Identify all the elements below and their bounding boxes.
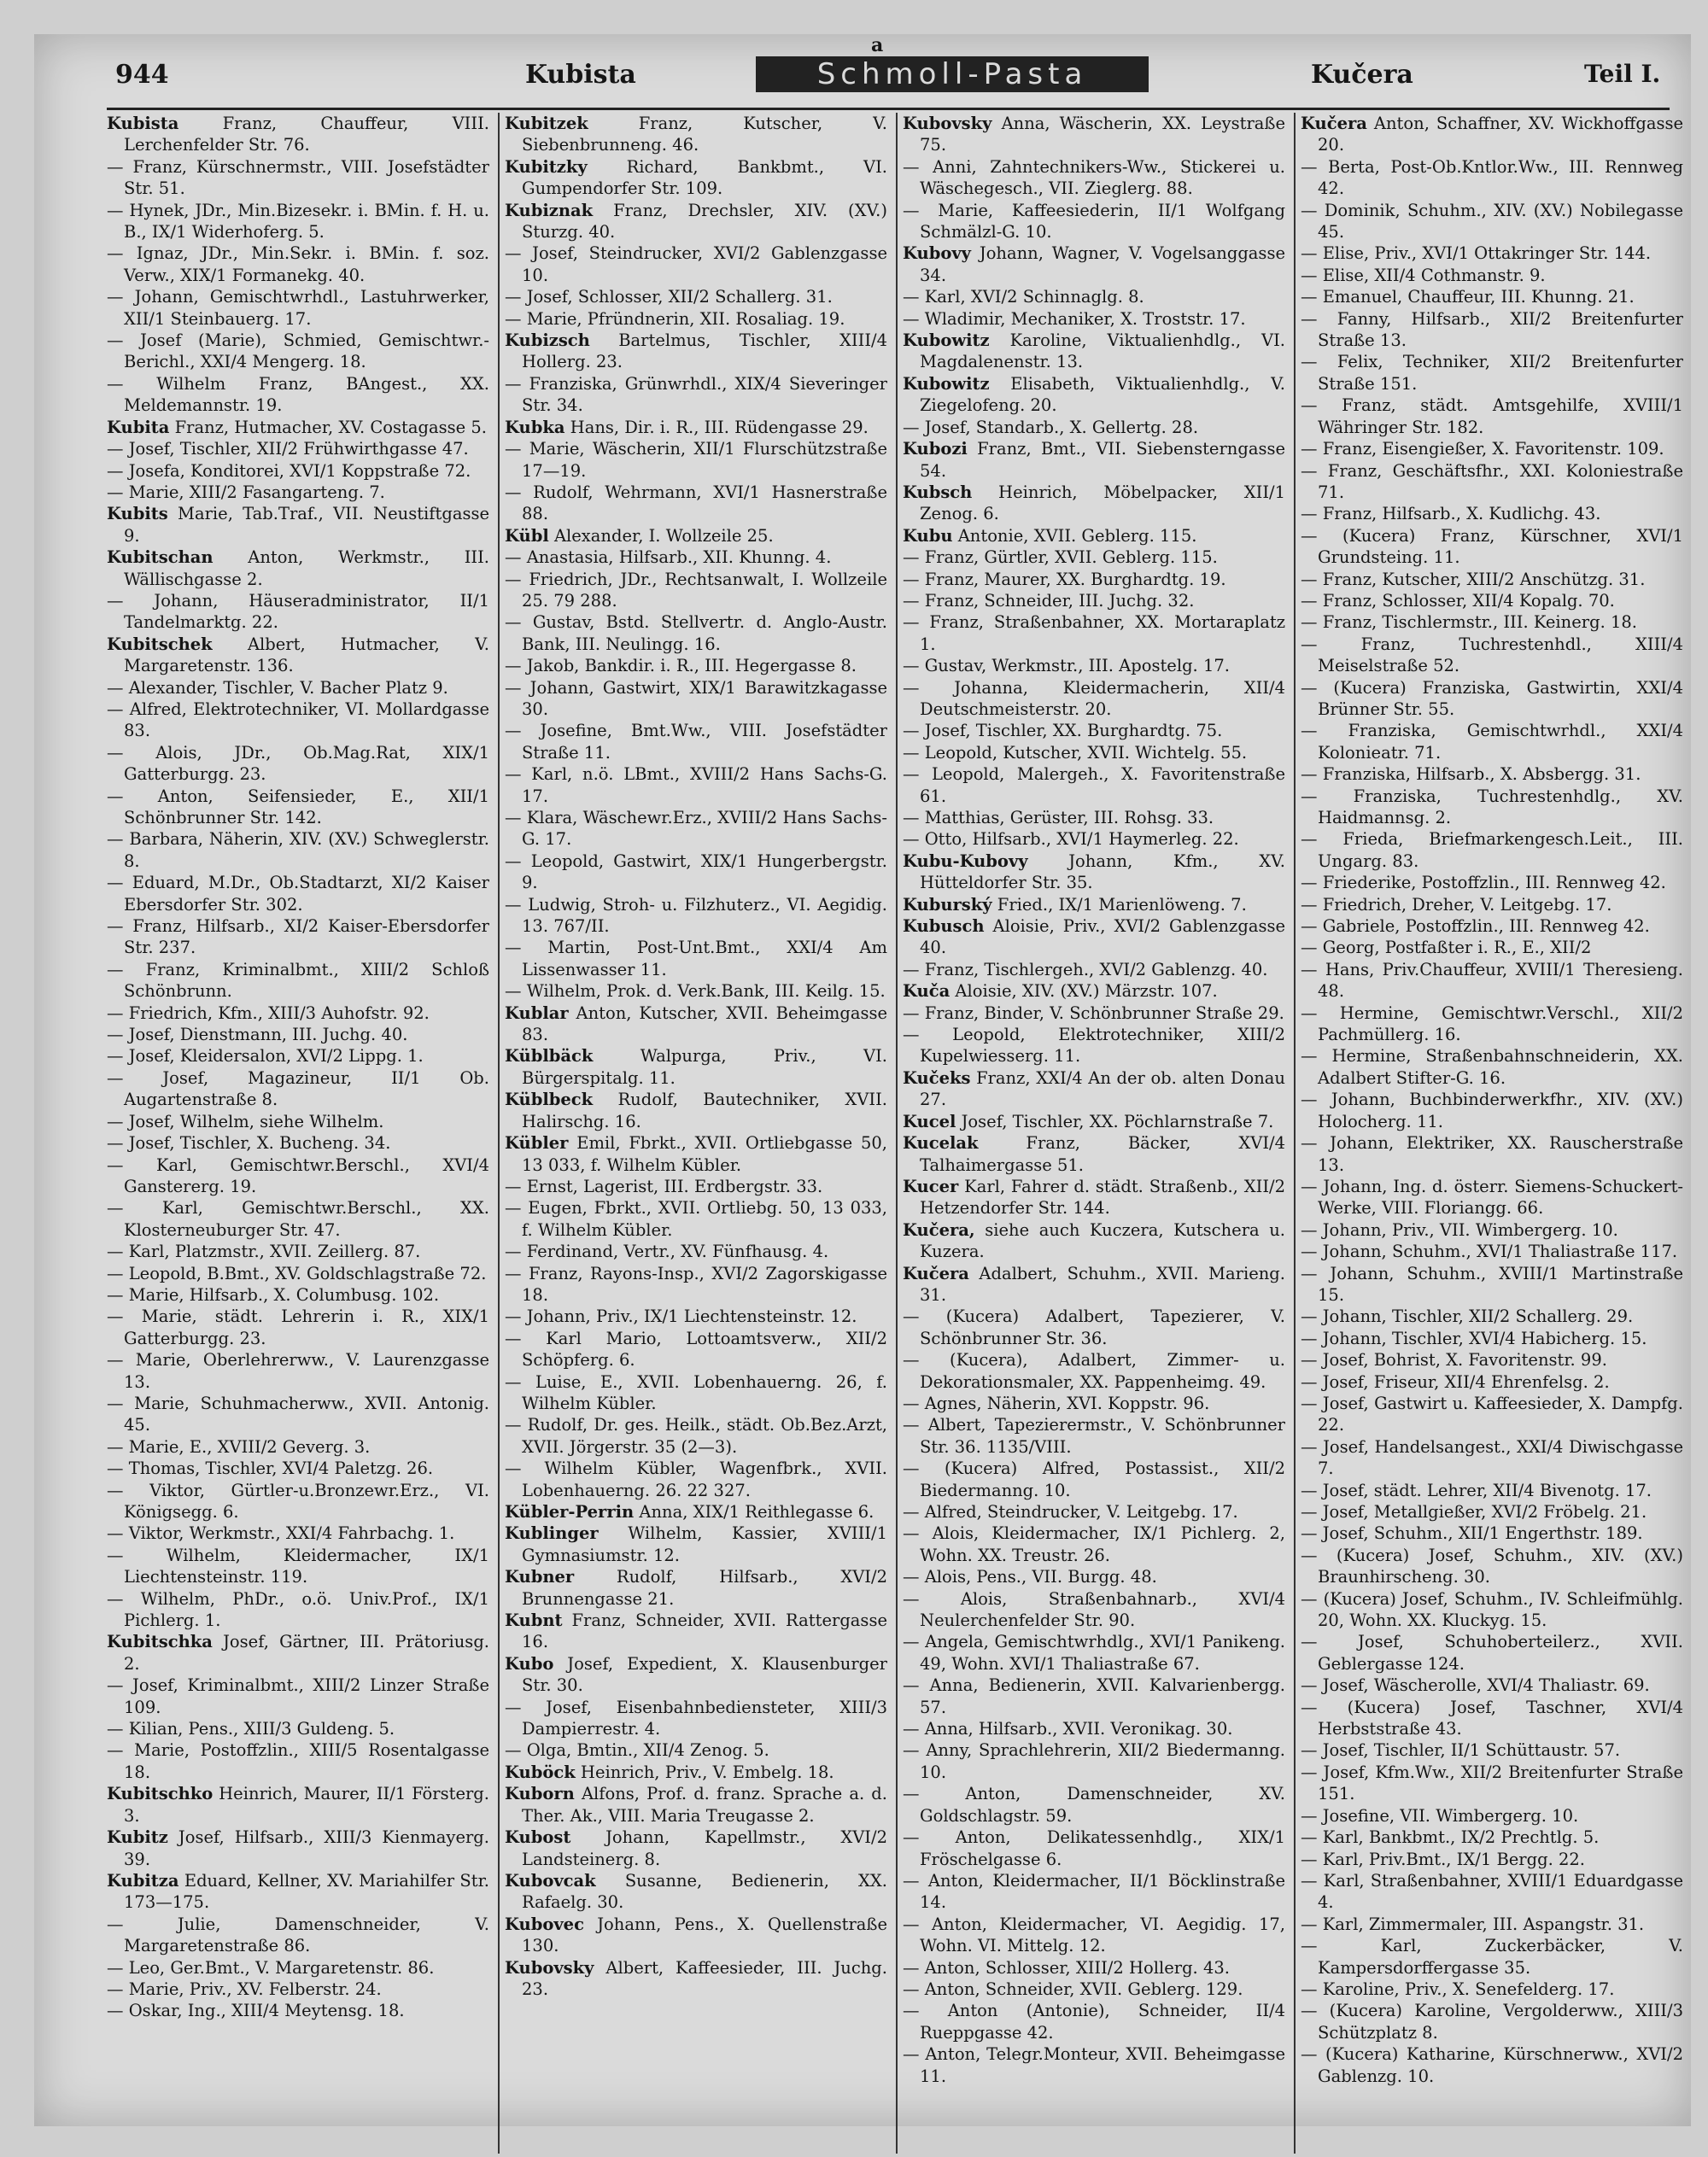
directory-entry: — (Kucera) Josef, Schuhm., IV. Schleifmühlg. 20, Wohn. XX. Kluckyg. 15. — [1301, 1588, 1683, 1631]
directory-entry: — Franz, Tuchrestenhdl., XIII/4 Meiselstraße 52. — [1301, 634, 1683, 676]
directory-entry: — Ernst, Lagerist, III. Erdbergstr. 33. — [505, 1176, 823, 1196]
directory-entry: — Franz, städt. Amtsgehilfe, XVIII/1 Währinger Str. 182. — [1301, 395, 1683, 437]
directory-entry: Kubitza Eduard, Kellner, XV. Mariahilfer Str. 173—175. — [107, 1870, 489, 1913]
directory-entry: — Hermine, Straßenbahnschneiderin, XX. Adalbert Stifter-G. 16. — [1301, 1046, 1683, 1088]
directory-entry: Kuburský Fried., IX/1 Marienlöweng. 7. — [903, 894, 1247, 915]
directory-entry: — Josef, Tischler, X. Bucheng. 34. — [107, 1133, 391, 1154]
directory-entry: — Anton, Telegr.Monteur, XVII. Beheimgasse 11. — [903, 2044, 1285, 2086]
directory-entry: Kubitschko Heinrich, Maurer, II/1 Försterg. 3. — [107, 1784, 489, 1826]
directory-entry: Kublinger Wilhelm, Kassier, XVIII/1 Gymnasiumstr. 12. — [505, 1523, 887, 1565]
entry-surname: Kubu-Kubovy — [903, 851, 1028, 871]
directory-entry: — Josef, Gastwirt u. Kaffeesieder, X. Dampfg. 22. — [1301, 1393, 1683, 1435]
directory-entry: — Josefine, VII. Wimbergerg. 10. — [1301, 1805, 1579, 1826]
entry-surname: Kubizsch — [505, 330, 590, 351]
entry-surname: Kubitschan — [107, 547, 214, 568]
directory-entry: Kubu-Kubovy Johann, Kfm., XV. Hütteldorfer Str. 35. — [903, 851, 1285, 893]
directory-entry: — Franz, Hilfsarb., X. Kudlichg. 43. — [1301, 504, 1601, 524]
directory-entry: — Alexander, Tischler, V. Bacher Platz 9. — [107, 677, 448, 698]
entry-surname: Kubitschko — [107, 1784, 214, 1804]
directory-entry: — (Kucera) Alfred, Postassist., XII/2 Biedermanng. 10. — [903, 1458, 1285, 1500]
directory-entry: — Wladimir, Mechaniker, X. Troststr. 17. — [903, 308, 1246, 329]
directory-entry: Kübler-Perrin Anna, XIX/1 Reithlegasse 6. — [505, 1502, 874, 1522]
directory-entry: — Jakob, Bankdir. i. R., III. Hegergasse 8. — [505, 656, 857, 676]
directory-entry: — Josef, Schuhoberteilerz., XVII. Geblergasse 124. — [1301, 1632, 1683, 1674]
directory-entry: Kubsch Heinrich, Möbelpacker, XII/1 Zenog. 6. — [903, 482, 1285, 524]
part-label: Teil I. — [1584, 60, 1661, 88]
directory-entry: Kubits Marie, Tab.Traf., VII. Neustiftgasse 9. — [107, 504, 489, 546]
directory-entry: Kubovec Johann, Pens., X. Quellenstraße 130. — [505, 1914, 887, 1956]
directory-entry: — Franz, Eisengießer, X. Favoritenstr. 109. — [1301, 439, 1664, 459]
directory-entry: Kubitzky Richard, Bankbmt., VI. Gumpendorfer Str. 109. — [505, 156, 887, 199]
directory-entry: — Anton, Seifensieder, E., XII/1 Schönbrunner Str. 142. — [107, 786, 489, 827]
directory-entry: — Leopold, Elektrotechniker, XIII/2 Kupelwiesserg. 11. — [903, 1025, 1285, 1067]
directory-entry: — Angela, Gemischtwrhdlg., XVI/1 Panikeng. 49, Wohn. XVI/1 Thaliastraße 67. — [903, 1632, 1285, 1674]
directory-entry: — Anton, Schlosser, XIII/2 Hollerg. 43. — [903, 1957, 1230, 1978]
directory-entry: — Hynek, JDr., Min.Bizesekr. i. BMin. f. H. u. B., IX/1 Widerhoferg. 5. — [107, 200, 489, 243]
directory-entry: — Klara, Wäschewr.Erz., XVIII/2 Hans Sachs-G. 17. — [505, 808, 887, 850]
directory-entry: — Barbara, Näherin, XIV. (XV.) Schweglerstr. 8. — [107, 829, 489, 871]
directory-entry: — Oskar, Ing., XIII/4 Meytensg. 18. — [107, 2001, 405, 2021]
directory-entry: — Alois, JDr., Ob.Mag.Rat, XIX/1 Gatterburgg. 23. — [107, 742, 489, 785]
directory-entry: — Rudolf, Dr. ges. Heilk., städt. Ob.Bez.Arzt, XVII. Jörgerstr. 35 (2—3). — [505, 1415, 887, 1457]
directory-entry: — Rudolf, Wehrmann, XVI/1 Hasnerstraße 88. — [505, 482, 887, 524]
entry-surname: Kubozi — [903, 439, 968, 459]
directory-entry: — Johann, Priv., IX/1 Liechtensteinstr. 12. — [505, 1306, 857, 1327]
directory-entry: — Marie, Priv., XV. Felberstr. 24. — [107, 1979, 382, 1999]
page-number: 944 — [115, 60, 169, 90]
directory-entry: — Karl, Zimmermaler, III. Aspangstr. 31. — [1301, 1914, 1645, 1934]
header-rule — [107, 108, 1670, 110]
directory-entry: Kubitzek Franz, Kutscher, V. Siebenbrunneng. 46. — [505, 114, 887, 155]
directory-entry: — Johann, Gemischtwrhdl., Lastuhrwerker, XII/1 Steinbauerg. 17. — [107, 287, 489, 329]
directory-entry: — Franz, Kürschnermstr., VIII. Josefstädter Str. 51. — [107, 156, 489, 199]
directory-entry: — Leopold, Kutscher, XVII. Wichtelg. 55. — [903, 742, 1248, 763]
directory-entry: — Josef, Tischler, XX. Burghardtg. 75. — [903, 721, 1223, 741]
directory-entry: Kubovsky Albert, Kaffeesieder, III. Juchg. 23. — [505, 1957, 887, 1999]
entry-surname: Küblbäck — [505, 1046, 594, 1067]
directory-entry: — Franziska, Gemischtwrhdl., XXI/4 Kolonieatr. 71. — [1301, 721, 1683, 763]
directory-entry: — Franz, Tischlergeh., XVI/2 Gablenzg. 40. — [903, 959, 1268, 979]
directory-entry: — Hermine, Gemischtwr.Verschl., XII/2 Pachmüllerg. 16. — [1301, 1003, 1683, 1045]
directory-entry: — Franz, Binder, V. Schönbrunner Straße 29. — [903, 1003, 1284, 1023]
entry-surname: Kučeks — [903, 1067, 971, 1088]
entry-surname: Kuča — [903, 981, 951, 1002]
directory-entry: — Josef, Schlosser, XII/2 Schallerg. 31. — [505, 287, 833, 307]
directory-entry: — Franz, Hilfsarb., XI/2 Kaiser-Ebersdorfer Str. 237. — [107, 916, 489, 958]
directory-entry: — Felix, Techniker, XII/2 Breitenfurter Straße 151. — [1301, 352, 1683, 394]
directory-entry: Kucelak Franz, Bäcker, XVI/4 Talhaimergasse 51. — [903, 1133, 1285, 1175]
directory-entry: — (Kucera) Franz, Kürschner, XVI/1 Grundsteing. 11. — [1301, 525, 1683, 568]
entry-surname: Kubitschka — [107, 1632, 213, 1652]
directory-entry: — Elise, XII/4 Cothmanstr. 9. — [1301, 265, 1546, 285]
directory-entry: — Karoline, Priv., X. Senefelderg. 17. — [1301, 1979, 1615, 1999]
directory-entry: Kubita Franz, Hutmacher, XV. Costagasse 5. — [107, 417, 487, 437]
entry-surname: Kubusch — [903, 916, 985, 937]
directory-entry: — Anton, Kleidermacher, VI. Aegidig. 17, Wohn. VI. Mittelg. 12. — [903, 1914, 1285, 1956]
directory-entry: — (Kucera) Josef, Taschner, XVI/4 Herbststraße 43. — [1301, 1697, 1683, 1739]
header-keyword-right: Kučera — [1311, 60, 1413, 90]
directory-entry: Kubista Franz, Chauffeur, VIII. Lerchenfelder Str. 76. — [107, 114, 489, 155]
entry-surname: Kučera — [903, 1263, 969, 1283]
directory-entry: — (Kucera) Adalbert, Tapezierer, V. Schönbrunner Str. 36. — [903, 1306, 1285, 1348]
directory-entry: Kubiznak Franz, Drechsler, XIV. (XV.) Sturzg. 40. — [505, 200, 887, 243]
entry-surname: Kucer — [903, 1176, 959, 1196]
directory-entry: — Franz, Tischlermstr., III. Keinerg. 18. — [1301, 612, 1637, 633]
directory-entry: — (Kucera) Katharine, Kürschnerww., XVI/2 Gablenzg. 10. — [1301, 2044, 1683, 2086]
directory-entry: — Friedrich, JDr., Rechtsanwalt, I. Wollzeile 25. 79 288. — [505, 569, 887, 611]
directory-entry: — Marie, Schuhmacherww., XVII. Antonig. 45. — [107, 1393, 489, 1435]
directory-entry: — (Kucera), Adalbert, Zimmer- u. Dekorationsmaler, XX. Pappenheimg. 49. — [903, 1350, 1285, 1392]
directory-entry: — Johann, Buchbinderwerkfhr., XIV. (XV.) Holocherg. 11. — [1301, 1090, 1683, 1131]
directory-entry: — Karl, n.ö. LBmt., XVIII/2 Hans Sachs-G. 17. — [505, 764, 887, 806]
directory-entry: Kubost Johann, Kapellmstr., XVI/2 Landsteinerg. 8. — [505, 1827, 887, 1869]
directory-entry: — Leopold, B.Bmt., XV. Goldschlagstraße 72. — [107, 1263, 487, 1283]
directory-entry: — Leopold, Malergeh., X. Favoritenstraße 61. — [903, 764, 1285, 806]
entry-surname: Kubovy — [903, 243, 971, 264]
directory-entry: — Karl, Gemischtwr.Berschl., XVI/4 Ganstererg. 19. — [107, 1154, 489, 1196]
entry-surname: Kubnt — [505, 1610, 563, 1631]
directory-entry: — Franz, Schlosser, XII/4 Kopalg. 70. — [1301, 590, 1615, 611]
directory-entry: — Elise, Priv., XVI/1 Ottakringer Str. 144. — [1301, 243, 1652, 264]
directory-entry: — Karl, Straßenbahner, XVIII/1 Eduardgasse 4. — [1301, 1870, 1683, 1913]
entry-surname: Kübler-Perrin — [505, 1502, 635, 1522]
directory-entry: — Kilian, Pens., XIII/3 Guldeng. 5. — [107, 1719, 395, 1739]
directory-entry: — Alfred, Steindrucker, V. Leitgebg. 17. — [903, 1502, 1238, 1522]
directory-entry: — Gustav, Bstd. Stellvertr. d. Anglo-Austr. Bank, III. Neulingg. 16. — [505, 612, 887, 654]
directory-entry: Kubnt Franz, Schneider, XVII. Rattergasse 16. — [505, 1610, 887, 1652]
directory-entry: Kubozi Franz, Bmt., VII. Siebensterngasse 54. — [903, 439, 1285, 481]
entry-surname: Kuborn — [505, 1784, 575, 1804]
directory-entry: Kucer Karl, Fahrer d. städt. Straßenb., XII/2 Hetzendorfer Str. 144. — [903, 1176, 1285, 1219]
directory-entry: — Julie, Damenschneider, V. Margaretenstraße 86. — [107, 1914, 489, 1956]
directory-entry: — Anton, Schneider, XVII. Geblerg. 129. — [903, 1979, 1243, 1999]
column-divider — [498, 113, 500, 2154]
directory-entry: — Josef, Dienstmann, III. Juchg. 40. — [107, 1025, 408, 1045]
directory-entry: Kuborn Alfons, Prof. d. franz. Sprache a. d. Ther. Ak., VIII. Maria Treugasse 2. — [505, 1784, 887, 1826]
directory-entry: — Johann, Gastwirt, XIX/1 Barawitzkagasse 30. — [505, 677, 887, 719]
directory-entry: — Eugen, Fbrkt., XVII. Ortliebg. 50, 13 033, f. Wilhelm Kübler. — [505, 1198, 887, 1240]
entry-surname: Kubost — [505, 1827, 571, 1848]
directory-entry: — Anton, Kleidermacher, II/1 Böcklinstraße 14. — [903, 1870, 1285, 1913]
entry-surname: Kublar — [505, 1003, 569, 1023]
directory-entry: — Franz, Kriminalbmt., XIII/2 Schloß Schönbrunn. — [107, 959, 489, 1002]
column-1 — [107, 113, 489, 2154]
directory-entry: — Franz, Schneider, III. Juchg. 32. — [903, 590, 1195, 611]
directory-entry: — Wilhelm, Prok. d. Verk.Bank, III. Keilg. 15. — [505, 981, 886, 1002]
entry-surname: Kubowitz — [903, 373, 990, 394]
entry-surname: Kuböck — [505, 1762, 576, 1782]
entry-surname: Küblbeck — [505, 1090, 594, 1110]
directory-entry: — Olga, Bmtin., XII/4 Zenog. 5. — [505, 1740, 769, 1761]
directory-entry: Kubovy Johann, Wagner, V. Vogelsanggasse 34. — [903, 243, 1285, 285]
directory-entry: Kübler Emil, Fbrkt., XVII. Ortliebgasse 50, 13 033, f. Wilhelm Kübler. — [505, 1133, 887, 1175]
directory-entry: — Marie, XIII/2 Fasangarteng. 7. — [107, 482, 385, 502]
directory-entry: — Martin, Post-Unt.Bmt., XXI/4 Am Lissenwasser 11. — [505, 938, 887, 979]
directory-entry: — Dominik, Schuhm., XIV. (XV.) Nobilegasse 45. — [1301, 200, 1683, 243]
directory-entry: — Johann, Priv., VII. Wimbergerg. 10. — [1301, 1219, 1618, 1240]
directory-entry: — Alois, Kleidermacher, IX/1 Pichlerg. 2, Wohn. XX. Treustr. 26. — [903, 1523, 1285, 1565]
directory-entry: Kubitz Josef, Hilfsarb., XIII/3 Kienmayerg. 39. — [107, 1827, 489, 1869]
directory-entry: — Franz, Rayons-Insp., XVI/2 Zagorskigasse 18. — [505, 1263, 887, 1305]
directory-entry: — Wilhelm, PhDr., o.ö. Univ.Prof., IX/1 Pichlerg. 1. — [107, 1588, 489, 1631]
directory-entry: — Georg, Postfaßter i. R., E., XII/2 — [1301, 938, 1592, 958]
directory-entry: — Anton, Delikatessenhdlg., XIX/1 Fröschelgasse 6. — [903, 1827, 1285, 1869]
entry-surname: Kučera, — [903, 1219, 975, 1240]
directory-entry: Kubizsch Bartelmus, Tischler, XIII/4 Hollerg. 23. — [505, 330, 887, 372]
directory-entry: Küblbäck Walpurga, Priv., VI. Bürgerspitalg. 11. — [505, 1046, 887, 1088]
directory-entry: — Albert, Tapezierermstr., V. Schönbrunner Str. 36. 1135/VIII. — [903, 1415, 1285, 1457]
directory-columns — [107, 113, 1683, 2154]
directory-entry: — Emanuel, Chauffeur, III. Khunng. 21. — [1301, 287, 1635, 307]
directory-entry: — Josef, Metallgießer, XVI/2 Fröbelg. 21. — [1301, 1502, 1647, 1522]
directory-entry: — Johann, Häuseradministrator, II/1 Tandelmarktg. 22. — [107, 590, 489, 633]
entry-surname: Kubits — [107, 504, 168, 524]
entry-surname: Kubsch — [903, 482, 973, 502]
column-divider — [1294, 113, 1296, 2154]
directory-entry: — Karl, XVI/2 Schinnaglg. 8. — [903, 287, 1144, 307]
directory-entry: — Fanny, Hilfsarb., XII/2 Breitenfurter Straße 13. — [1301, 308, 1683, 351]
directory-entry: Kuböck Heinrich, Priv., V. Embelg. 18. — [505, 1762, 834, 1782]
directory-entry: — (Kucera) Franziska, Gastwirtin, XXI/4 Brünner Str. 55. — [1301, 677, 1683, 719]
directory-entry: — Friedrich, Kfm., XIII/3 Auhofstr. 92. — [107, 1003, 430, 1023]
directory-entry: — Marie, Hilfsarb., X. Columbusg. 102. — [107, 1284, 440, 1305]
directory-entry: — Alois, Straßenbahnarb., XVI/4 Neulerchenfelder Str. 90. — [903, 1588, 1285, 1631]
header-keyword-left: Kubista — [525, 60, 636, 90]
directory-entry: — Franz, Kutscher, XIII/2 Anschützg. 31. — [1301, 569, 1646, 589]
directory-entry: — Franz, Gürtler, XVII. Geblerg. 115. — [903, 547, 1218, 568]
directory-entry: — Leopold, Gastwirt, XIX/1 Hungerbergstr. 9. — [505, 851, 887, 893]
directory-entry: — Johann, Tischler, XII/2 Schallerg. 29. — [1301, 1306, 1634, 1327]
directory-entry: — Josef, Handelsangest., XXI/4 Diwischgasse 7. — [1301, 1436, 1683, 1479]
directory-entry: Kubowitz Karoline, Viktualienhdlg., VI. Magdalenenstr. 13. — [903, 330, 1285, 372]
directory-entry: — Karl, Priv.Bmt., IX/1 Bergg. 22. — [1301, 1849, 1586, 1869]
directory-entry: — Franz, Maurer, XX. Burghardtg. 19. — [903, 569, 1226, 589]
directory-entry: Kubka Hans, Dir. i. R., III. Rüdengasse 29. — [505, 417, 869, 437]
directory-entry: — Alfred, Elektrotechniker, VI. Mollardgasse 83. — [107, 699, 489, 741]
directory-entry: — Gustav, Werkmstr., III. Apostelg. 17. — [903, 656, 1230, 676]
directory-entry: — Friedrich, Dreher, V. Leitgebg. 17. — [1301, 894, 1612, 915]
directory-entry: — Marie, E., XVIII/2 Geverg. 3. — [107, 1436, 371, 1457]
directory-entry: — Hans, Priv.Chauffeur, XVIII/1 Theresieng. 48. — [1301, 959, 1683, 1002]
directory-entry: — Anni, Zahntechnikers-Ww., Stickerei u. Wäschegesch., VII. Zieglerg. 88. — [903, 156, 1285, 199]
directory-entry: — Josef, Tischler, XII/2 Frühwirthgasse 47. — [107, 439, 469, 459]
directory-entry: Kuča Aloisie, XIV. (XV.) Märzstr. 107. — [903, 981, 1218, 1002]
top-mark: a — [871, 34, 884, 56]
entry-surname: Kubitzky — [505, 156, 588, 177]
directory-entry: Kübl Alexander, I. Wollzeile 25. — [505, 525, 774, 546]
directory-entry: — Marie, Oberlehrerww., V. Laurenzgasse 13. — [107, 1350, 489, 1392]
directory-entry: — Franziska, Grünwrhdl., XIX/4 Sieveringer Str. 34. — [505, 373, 887, 416]
directory-entry: Kučeks Franz, XXI/4 An der ob. alten Donau 27. — [903, 1067, 1285, 1110]
entry-surname: Kubitz — [107, 1827, 168, 1848]
directory-entry: — Matthias, Gerüster, III. Rohsg. 33. — [903, 808, 1214, 827]
directory-entry: — Anna, Hilfsarb., XVII. Veronikag. 30. — [903, 1719, 1233, 1739]
directory-entry: — Johann, Schuhm., XVIII/1 Martinstraße 15. — [1301, 1263, 1683, 1305]
directory-entry: — Anastasia, Hilfsarb., XII. Khunng. 4. — [505, 547, 832, 568]
directory-entry: Kubovcak Susanne, Bedienerin, XX. Rafaelg. 30. — [505, 1870, 887, 1913]
entry-surname: Kubu — [903, 525, 953, 546]
directory-entry: — Viktor, Werkmstr., XXI/4 Fahrbachg. 1. — [107, 1523, 455, 1544]
directory-entry: — Johann, Elektriker, XX. Rauscherstraße 13. — [1301, 1133, 1683, 1175]
directory-entry: — Franziska, Tuchrestenhdlg., XV. Haidmannsg. 2. — [1301, 786, 1683, 827]
directory-entry: — Marie, städt. Lehrerin i. R., XIX/1 Gatterburgg. 23. — [107, 1306, 489, 1348]
entry-surname: Kubka — [505, 417, 565, 437]
directory-entry: — Josef, Standarb., X. Gellertg. 28. — [903, 417, 1199, 437]
directory-entry: — Gabriele, Postoffzlin., III. Rennweg 42. — [1301, 916, 1650, 937]
directory-entry: — Johann, Ing. d. österr. Siemens-Schuckert-Werke, VIII. Floriangg. 66. — [1301, 1176, 1683, 1219]
entry-surname: Kubovsky — [505, 1957, 594, 1978]
directory-entry: — Anton, Damenschneider, XV. Goldschlagstr. 59. — [903, 1784, 1285, 1826]
directory-entry: — Josef, Steindrucker, XVI/2 Gablenzgasse 10. — [505, 243, 887, 285]
directory-entry: — Anny, Sprachlehrerin, XII/2 Biedermanng. 10. — [903, 1740, 1285, 1782]
directory-entry: Kublar Anton, Kutscher, XVII. Beheimgasse 83. — [505, 1003, 887, 1045]
directory-entry: — Josef, Kfm.Ww., XII/2 Breitenfurter Straße 151. — [1301, 1762, 1683, 1804]
entry-surname: Kublinger — [505, 1523, 599, 1544]
entry-surname: Kubovsky — [903, 114, 992, 133]
column-4 — [1301, 113, 1683, 2154]
directory-entry: — Marie, Wäscherin, XII/1 Flurschützstraße 17—19. — [505, 439, 887, 481]
directory-entry: — Josef, Tischler, II/1 Schüttaustr. 57. — [1301, 1740, 1621, 1761]
directory-entry: — Ignaz, JDr., Min.Sekr. i. BMin. f. soz. Verw., XIX/1 Formanekg. 40. — [107, 243, 489, 285]
directory-entry: — Josef, Kriminalbmt., XIII/2 Linzer Straße 109. — [107, 1675, 489, 1717]
directory-entry: — Marie, Kaffeesiederin, II/1 Wolfgang Schmälzl-G. 10. — [903, 200, 1285, 243]
directory-entry: Kučera Anton, Schaffner, XV. Wickhoffgasse 20. — [1301, 114, 1683, 155]
directory-entry: — Josef, Wilhelm, siehe Wilhelm. — [107, 1111, 384, 1131]
entry-surname: Kubitza — [107, 1870, 179, 1891]
directory-entry: — Agnes, Näherin, XVI. Koppstr. 96. — [903, 1393, 1210, 1413]
directory-entry: Kubo Josef, Expedient, X. Klausenburger Str. 30. — [505, 1653, 887, 1696]
entry-surname: Kucelak — [903, 1133, 979, 1154]
entry-surname: Kubista — [107, 114, 179, 133]
directory-entry: — Karl, Gemischtwr.Berschl., XX. Klosterneuburger Str. 47. — [107, 1198, 489, 1240]
directory-entry: — Josefa, Konditorei, XVI/1 Koppstraße 72. — [107, 460, 471, 481]
entry-surname: Kubitschek — [107, 634, 213, 654]
directory-entry: — Josef, Kleidersalon, XVI/2 Lippg. 1. — [107, 1046, 424, 1067]
directory-entry: — Karl, Platzmstr., XVII. Zeillerg. 87. — [107, 1242, 421, 1262]
entry-surname: Kučera — [1301, 114, 1367, 133]
entry-surname: Kubiznak — [505, 200, 594, 220]
advertising-banner: Schmoll-Pasta — [756, 56, 1149, 92]
directory-entry: — Frieda, Briefmarkengesch.Leit., III. Ungarg. 83. — [1301, 829, 1683, 871]
directory-entry: — Josef, Magazineur, II/1 Ob. Augartenstraße 8. — [107, 1067, 489, 1110]
directory-entry: — Friederike, Postoffzlin., III. Rennweg 42. — [1301, 873, 1666, 893]
directory-entry: — (Kucera) Karoline, Vergolderww., XIII/3 Schützplatz 8. — [1301, 2001, 1683, 2043]
directory-entry: Kubitschek Albert, Hutmacher, V. Margaretenstr. 136. — [107, 634, 489, 676]
entry-surname: Kubo — [505, 1653, 554, 1674]
directory-entry: — Otto, Hilfsarb., XVI/1 Haymerleg. 22. — [903, 829, 1239, 850]
directory-entry: Kubusch Aloisie, Priv., XVI/2 Gablenzgasse 40. — [903, 916, 1285, 958]
directory-entry: Kubovsky Anna, Wäscherin, XX. Leystraße 75. — [903, 114, 1285, 155]
directory-entry: — Johann, Schuhm., XVI/1 Thaliastraße 117. — [1301, 1242, 1678, 1262]
directory-entry: — Josef (Marie), Schmied, Gemischtwr.-Berichl., XXI/4 Mengerg. 18. — [107, 330, 489, 372]
directory-entry: Kučera, siehe auch Kuczera, Kutschera u. Kuzera. — [903, 1219, 1285, 1262]
directory-entry: — Franz, Geschäftsfhr., XXI. Koloniestraße 71. — [1301, 460, 1683, 502]
entry-surname: Kubner — [505, 1567, 575, 1587]
directory-entry: — Eduard, M.Dr., Ob.Stadtarzt, XI/2 Kaiser Ebersdorfer Str. 302. — [107, 873, 489, 915]
entry-surname: Kubovec — [505, 1914, 584, 1934]
directory-entry: — Ludwig, Stroh- u. Filzhuterz., VI. Aegidig. 13. 767/II. — [505, 894, 887, 937]
column-3 — [903, 113, 1285, 2154]
directory-entry: — Wilhelm, Kleidermacher, IX/1 Liechtensteinstr. 119. — [107, 1545, 489, 1587]
directory-entry: — Wilhelm Franz, BAngest., XX. Meldemannstr. 19. — [107, 373, 489, 416]
directory-entry: — Josef, Schuhm., XII/1 Engerthstr. 189. — [1301, 1523, 1643, 1544]
directory-entry: — Marie, Pfründnerin, XII. Rosaliag. 19. — [505, 308, 845, 329]
directory-entry: Kubowitz Elisabeth, Viktualienhdlg., V. Ziegelofeng. 20. — [903, 373, 1285, 416]
entry-surname: Kubowitz — [903, 330, 990, 351]
directory-entry: Küblbeck Rudolf, Bautechniker, XVII. Halirschg. 16. — [505, 1090, 887, 1131]
directory-entry: Kucel Josef, Tischler, XX. Pöchlarnstraße 7. — [903, 1111, 1274, 1131]
directory-entry: — Berta, Post-Ob.Kntlor.Ww., III. Rennweg 42. — [1301, 156, 1683, 199]
directory-entry: Kučera Adalbert, Schuhm., XVII. Marieng. 31. — [903, 1263, 1285, 1305]
directory-entry: — Johanna, Kleidermacherin, XII/4 Deutschmeisterstr. 20. — [903, 677, 1285, 719]
directory-entry: — Josefine, Bmt.Ww., VIII. Josefstädter Straße 11. — [505, 721, 887, 763]
directory-entry: Kubitschka Josef, Gärtner, III. Prätoriusg. 2. — [107, 1632, 489, 1674]
directory-entry: — Josef, Eisenbahnbediensteter, XIII/3 Dampierrestr. 4. — [505, 1697, 887, 1739]
page-header — [81, 53, 1670, 97]
directory-entry: — Karl, Zuckerbäcker, V. Kampersdorffergasse 35. — [1301, 1936, 1683, 1978]
directory-entry: — Johann, Tischler, XVI/4 Habicherg. 15. — [1301, 1328, 1647, 1348]
directory-entry: — Wilhelm Kübler, Wagenfbrk., XVII. Lobenhauerng. 26. 22 327. — [505, 1458, 887, 1500]
entry-surname: Kübl — [505, 525, 549, 546]
directory-entry: — Karl, Bankbmt., IX/2 Prechtlg. 5. — [1301, 1827, 1600, 1848]
directory-entry: — Ferdinand, Vertr., XV. Fünfhausg. 4. — [505, 1242, 829, 1262]
directory-entry: — Franziska, Hilfsarb., X. Absbergg. 31. — [1301, 764, 1641, 785]
directory-entry: — Josef, Wäscherolle, XVI/4 Thaliastr. 69. — [1301, 1675, 1650, 1696]
directory-entry: — Viktor, Gürtler-u.Bronzewr.Erz., VI. Königsegg. 6. — [107, 1480, 489, 1522]
column-2 — [505, 113, 887, 2154]
entry-surname: Kubovcak — [505, 1870, 596, 1891]
entry-surname: Kucel — [903, 1111, 956, 1131]
directory-entry: Kubner Rudolf, Hilfsarb., XVI/2 Brunnengasse 21. — [505, 1567, 887, 1609]
directory-entry: — Franz, Straßenbahner, XX. Mortaraplatz 1. — [903, 612, 1285, 654]
entry-surname: Kübler — [505, 1133, 569, 1154]
directory-entry: — Anna, Bedienerin, XVII. Kalvarienbergg. 57. — [903, 1675, 1285, 1717]
directory-entry: — Karl Mario, Lottoamtsverw., XII/2 Schöpferg. 6. — [505, 1328, 887, 1371]
directory-entry: — Josef, Friseur, XII/4 Ehrenfelsg. 2. — [1301, 1371, 1610, 1392]
directory-entry: — Josef, städt. Lehrer, XII/4 Bivenotg. 17. — [1301, 1480, 1652, 1500]
directory-entry: Kubu Antonie, XVII. Geblerg. 115. — [903, 525, 1197, 546]
entry-surname: Kubitzek — [505, 114, 588, 133]
directory-entry: — Marie, Postoffzlin., XIII/5 Rosentalgasse 18. — [107, 1740, 489, 1782]
directory-entry: — Alois, Pens., VII. Burgg. 48. — [903, 1567, 1157, 1587]
directory-entry: — Luise, E., XVII. Lobenhauerng. 26, f. Wilhelm Kübler. — [505, 1371, 887, 1413]
directory-entry: — Thomas, Tischler, XVI/4 Paletzg. 26. — [107, 1458, 434, 1479]
directory-entry: — Anton (Antonie), Schneider, II/4 Rueppgasse 42. — [903, 2001, 1285, 2043]
entry-surname: Kubita — [107, 417, 170, 437]
directory-entry: — Josef, Bohrist, X. Favoritenstr. 99. — [1301, 1350, 1607, 1371]
directory-entry: Kubitschan Anton, Werkmstr., III. Wällischgasse 2. — [107, 547, 489, 589]
column-divider — [896, 113, 898, 2154]
entry-surname: Kuburský — [903, 894, 992, 915]
directory-entry: — (Kucera) Josef, Schuhm., XIV. (XV.) Braunhirscheng. 30. — [1301, 1545, 1683, 1587]
directory-entry: — Leo, Ger.Bmt., V. Margaretenstr. 86. — [107, 1957, 435, 1978]
